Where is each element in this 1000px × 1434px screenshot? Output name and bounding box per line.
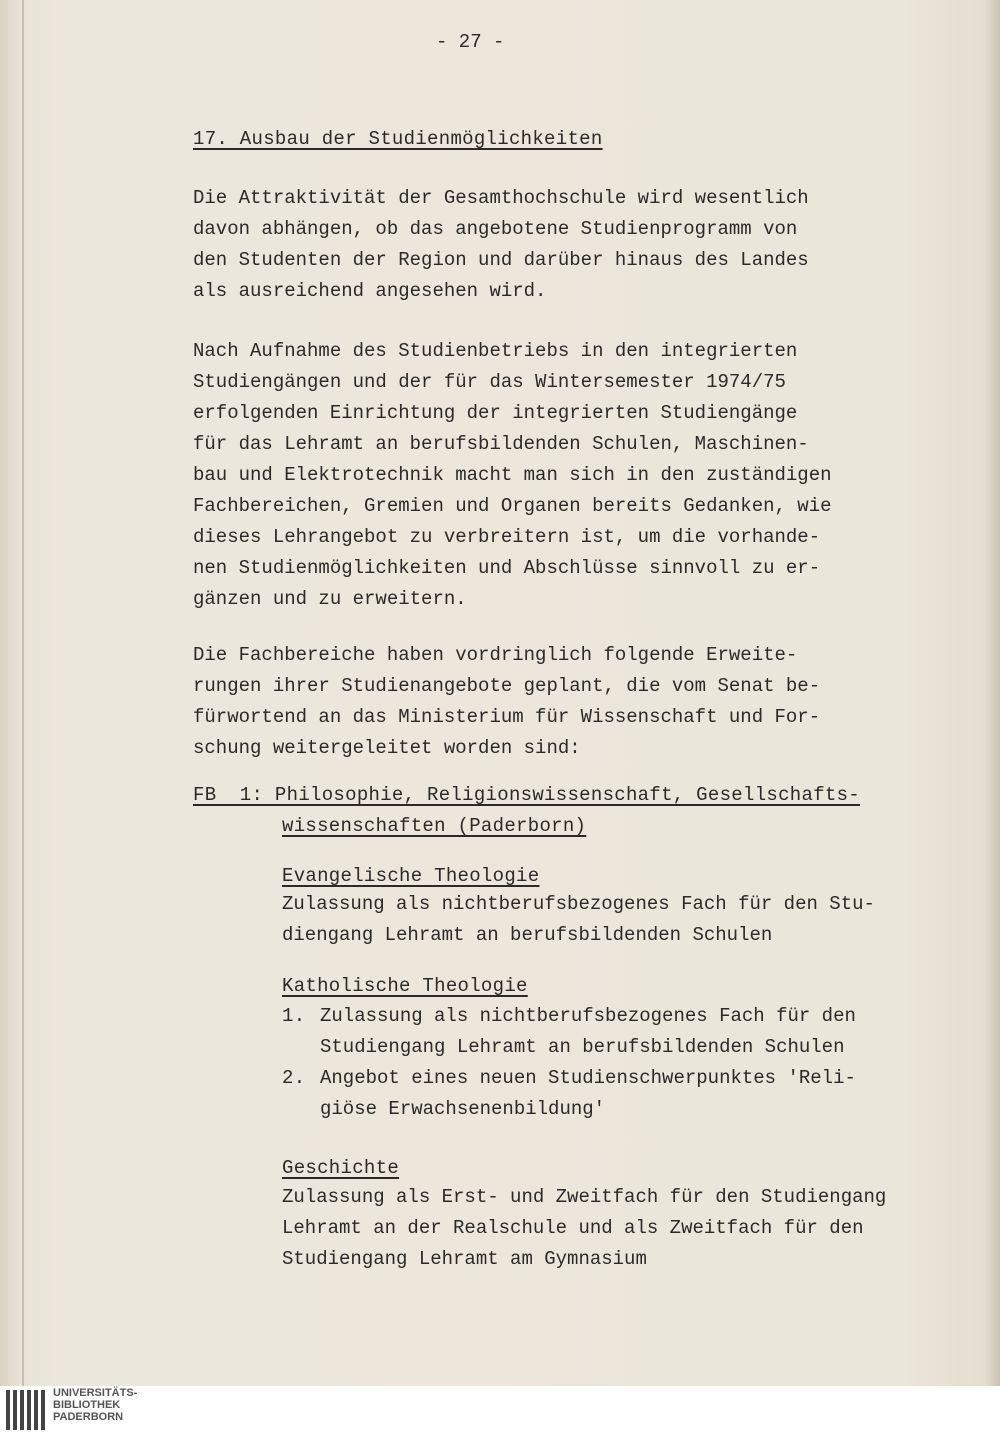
katholische-item-1 — [320, 1001, 1000, 1063]
paragraph-line: diengang Lehramt an berufsbildenden Schulen — [282, 924, 773, 946]
paragraph-line: Die Fachbereiche haben vordringlich folgende Erweite- — [193, 644, 798, 666]
fb1-heading-line2: wissenschaften (Paderborn) — [282, 815, 587, 837]
logo-line: UNIVERSITÄTS- — [53, 1387, 138, 1399]
paragraph-line: Die Attraktivität der Gesamthochschule wird wesentlich — [193, 187, 809, 209]
katholische-item-2-number: 2. — [282, 1067, 306, 1089]
katholische-item-1-number: 1. — [282, 1005, 306, 1027]
list-item-line: Zulassung als nichtberufsbezogenes Fach für den — [320, 1005, 856, 1027]
evangelische-body — [282, 889, 1000, 951]
paragraph-line: Nach Aufnahme des Studienbetriebs in den integrierten — [193, 340, 798, 362]
paragraph-line: nen Studienmöglichkeiten und Abschlüsse sinnvoll zu er- — [193, 557, 821, 579]
paragraph-line: schung weitergeleitet worden sind: — [193, 737, 581, 759]
paragraph-line: den Studenten der Region und darüber hinaus des Landes — [193, 249, 809, 271]
list-item-line: Angebot eines neuen Studienschwerpunktes 'Reli- — [320, 1067, 856, 1089]
logo-line: BIBLIOTHEK — [53, 1399, 121, 1411]
list-item-line: giöse Erwachsenenbildung' — [320, 1098, 606, 1120]
paragraph-line: davon abhängen, ob das angebotene Studienprogramm von — [193, 218, 798, 240]
paragraph-line: Zulassung als nichtberufsbezogenes Fach für den Stu- — [282, 893, 875, 915]
library-logo-text — [53, 1387, 137, 1423]
logo-line: PADERBORN — [53, 1411, 124, 1423]
katholische-item-2 — [320, 1063, 1000, 1125]
library-footer — [0, 1386, 1000, 1434]
paragraph-line: fürwortend an das Ministerium für Wissenschaft und For- — [193, 706, 821, 728]
library-logo-icon — [6, 1390, 48, 1432]
page-fold — [22, 0, 24, 1386]
paragraph-line: bau und Elektrotechnik macht man sich in den zuständigen — [193, 464, 832, 486]
paragraph-line: für das Lehramt an berufsbildenden Schulen, Maschinen- — [193, 433, 809, 455]
paragraph-line: Zulassung als Erst- und Zweitfach für den Studiengang — [282, 1186, 887, 1208]
geschichte-body — [282, 1182, 1000, 1275]
paragraph-line: rungen ihrer Studienangebote geplant, die vom Senat be- — [193, 675, 821, 697]
paragraph-line: Studiengang Lehramt am Gymnasium — [282, 1248, 647, 1270]
paragraph-line: erfolgenden Einrichtung der integrierten Studiengänge — [193, 402, 798, 424]
paragraph-line: gänzen und zu erweitern. — [193, 588, 467, 610]
paragraph-1 — [193, 183, 913, 307]
paragraph-line: Fachbereichen, Gremien und Organen bereits Gedanken, wie — [193, 495, 832, 517]
paragraph-3 — [193, 640, 913, 764]
section-heading: 17. Ausbau der Studienmöglichkeiten — [193, 128, 603, 150]
page-number: - 27 - — [436, 31, 505, 53]
paragraph-line: als ausreichend angesehen wird. — [193, 280, 547, 302]
geschichte-title: Geschichte — [282, 1157, 400, 1179]
katholische-title: Katholische Theologie — [282, 975, 528, 997]
paragraph-line: Lehramt an der Realschule und als Zweitfach für den — [282, 1217, 864, 1239]
paragraph-line: Studiengängen und der für das Wintersemester 1974/75 — [193, 371, 786, 393]
paragraph-line: dieses Lehrangebot zu verbreitern ist, um die vorhande- — [193, 526, 821, 548]
evangelische-title: Evangelische Theologie — [282, 865, 540, 887]
list-item-line: Studiengang Lehramt an berufsbildenden Schulen — [320, 1036, 845, 1058]
paragraph-2 — [193, 336, 913, 615]
fb1-heading-line1: FB 1: Philosophie, Religionswissenschaft, Gesellschafts- — [193, 784, 861, 806]
